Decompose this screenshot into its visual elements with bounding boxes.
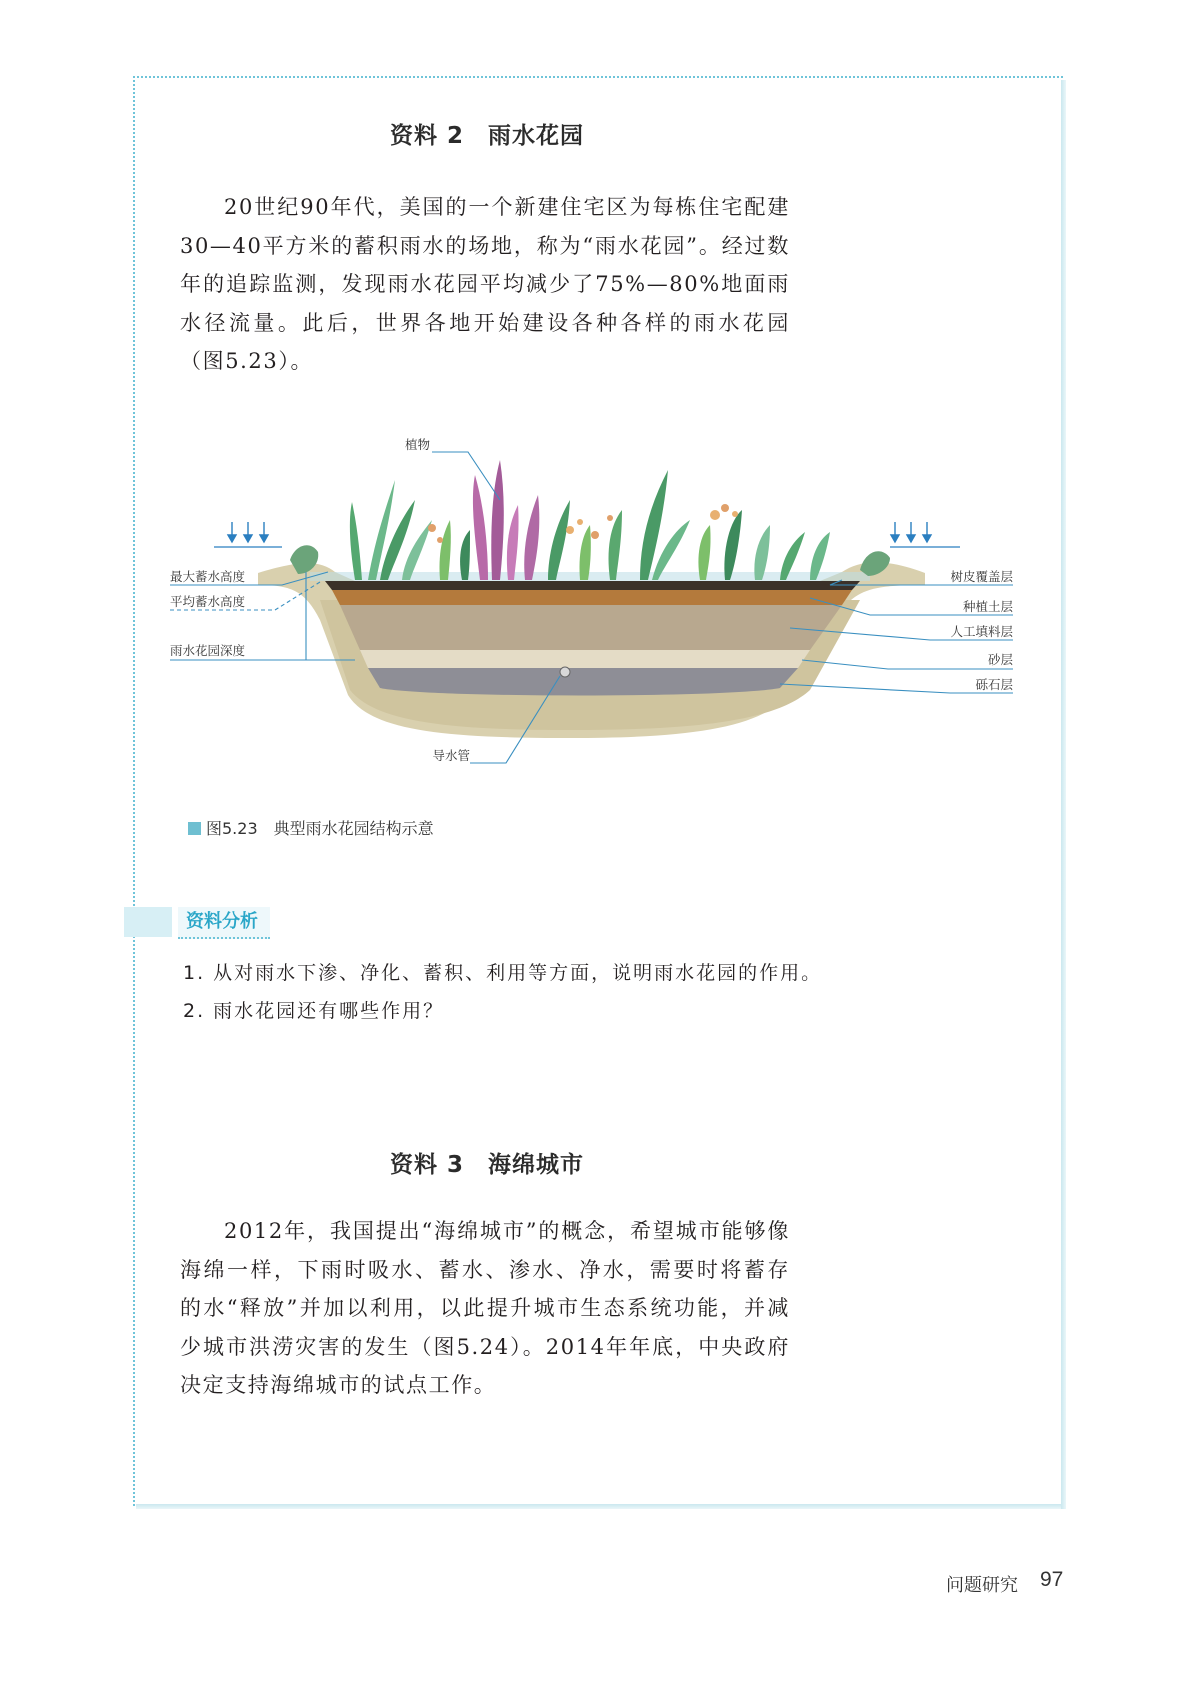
rain-garden-diagram <box>170 437 1013 810</box>
plants-group <box>290 460 890 580</box>
footer-label: 问题研究 <box>946 1575 1018 1596</box>
figure-caption <box>188 816 434 839</box>
caption-marker <box>188 822 201 835</box>
fill-layer <box>340 605 842 650</box>
drain-pipe <box>560 667 570 677</box>
gravel-layer <box>368 668 798 696</box>
planting-soil-layer <box>332 590 852 605</box>
material-box-shadow-right <box>1061 80 1066 1509</box>
analysis-title: 资料分析 <box>178 907 270 939</box>
analysis-bar <box>124 907 172 937</box>
label-soil: 种植土层 <box>962 599 1013 614</box>
material-box-shadow-bottom <box>136 1504 1066 1509</box>
section3-paragraph: 2012年，我国提出“海绵城市”的概念，希望城市能够像海绵一样，下雨时吸水、蓄水、渗水、净水，需要时将蓄存的水“释放”并加以利用，以此提升城市生态系统功能，并减少城市洪涝灾害的发生（图5.24）。2014年年底，中央政府决定支持海绵城市的试点工作。 <box>180 1219 790 1397</box>
caption-text: 图5.23 典型雨水花园结构示意 <box>206 819 434 838</box>
label-avg-water: 平均蓄水高度 <box>170 594 246 609</box>
analysis-question-1: 1. 从对雨水下渗、净化、蓄积、利用等方面，说明雨水花园的作用。 <box>183 962 823 984</box>
label-plants: 植物 <box>405 437 431 452</box>
rain-arrows-right <box>891 522 931 542</box>
label-fill: 人工填料层 <box>950 624 1013 639</box>
analysis-question-2: 2. 雨水花园还有哪些作用？ <box>183 1000 445 1022</box>
page-number: 97 <box>1040 1568 1064 1591</box>
sand-layer <box>360 650 810 668</box>
label-sand: 砂层 <box>987 652 1013 667</box>
label-bark: 树皮覆盖层 <box>950 569 1013 584</box>
label-pipe: 导水管 <box>432 748 470 763</box>
bark-layer <box>325 581 860 590</box>
section2-paragraph: 20世纪90年代，美国的一个新建住宅区为每栋住宅配建30—40平方米的蓄积雨水的场地，称为“雨水花园”。经过数年的追踪监测，发现雨水花园平均减少了75%—80%地面雨水径流量。此后，世界各地开始建设各种各样的雨水花园（图5.23）。 <box>180 195 790 373</box>
label-gravel: 砾石层 <box>975 677 1013 692</box>
section3-heading: 资料 3 海绵城市 <box>390 1152 585 1178</box>
rain-arrows-left <box>228 522 268 542</box>
label-max-water: 最大蓄水高度 <box>170 569 246 584</box>
rain-garden-figure <box>170 437 1013 810</box>
label-depth: 雨水花园深度 <box>170 643 246 658</box>
section2-heading: 资料 2 雨水花园 <box>390 123 585 149</box>
